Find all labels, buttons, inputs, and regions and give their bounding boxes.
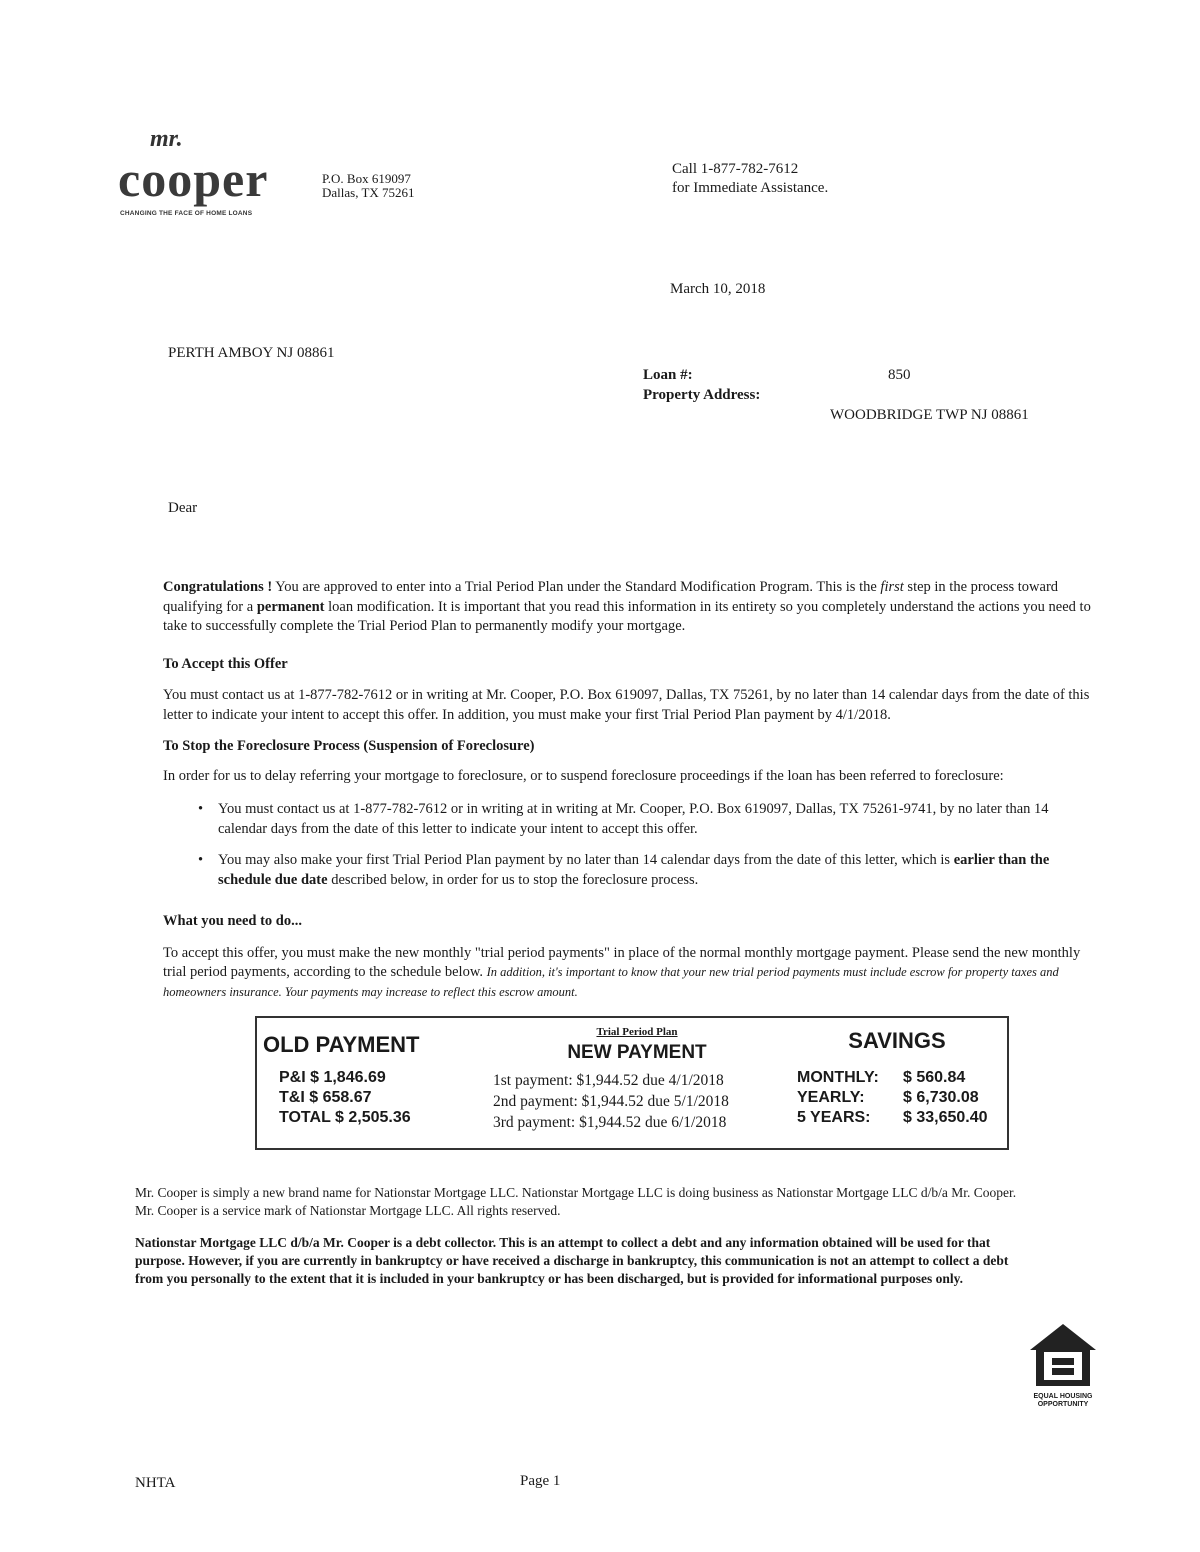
- savings-value: $ 560.84: [903, 1069, 966, 1086]
- loan-value: 850: [888, 367, 911, 383]
- brand-note: Mr. Cooper is simply a new brand name for Nationstar Mortgage LLC. Nationstar Mortgage LLC is doing business as Nationstar Mortgage LLC d/b/a Mr. Cooper. Mr. Cooper is a service mark of Nationstar Mortgage LLC. All rights reserved.: [135, 1185, 1017, 1218]
- stop-bullets: [198, 800, 1098, 890]
- new-payment-title: NEW PAYMENT: [567, 1042, 707, 1063]
- text: earlier than the schedule due date: [218, 852, 1050, 888]
- new-line: 3rd payment: $1,944.52 due 6/1/2018: [493, 1114, 727, 1131]
- text: loan modification. It is important that you read this information in its entirety so you completely understand the actions you need to take to successfully complete the Trial Period Plan to permanently modify your mortgage.: [163, 598, 1091, 634]
- new-payment-lines: [493, 1070, 729, 1133]
- payment-box: [255, 1016, 1009, 1150]
- savings-row: [797, 1088, 988, 1108]
- text: permanent: [256, 598, 325, 615]
- text: In addition, it's important to know that your new trial period payments must include escrow for property taxes and homeowners insurance. Your payments may increase to reflect this escrow amount.: [163, 965, 1059, 999]
- logo-cooper: cooper: [118, 151, 269, 207]
- loan-label: Loan #:: [643, 367, 693, 383]
- todo-paragraph: [163, 944, 1098, 1003]
- text: described below, in order for us to stop the foreclosure process.: [327, 871, 699, 888]
- savings-label: YEARLY:: [797, 1089, 865, 1106]
- address-line: P.O. Box 619097: [322, 171, 411, 186]
- call-line: Call 1-877-782-7612: [672, 161, 799, 177]
- savings-row: [797, 1108, 988, 1128]
- savings-title: SAVINGS: [848, 1028, 946, 1053]
- intro-paragraph: [163, 578, 1098, 637]
- stop-heading: To Stop the Foreclosure Process (Suspension of Foreclosure): [163, 738, 535, 754]
- footer-code: NHTA: [135, 1475, 176, 1491]
- text: step in the process toward qualifying for a: [163, 579, 1059, 615]
- savings-value: $ 33,650.40: [903, 1109, 988, 1126]
- disclaimer: Nationstar Mortgage LLC d/b/a Mr. Cooper is a debt collector. This is an attempt to collect a debt and any information obtained will be used for that purpose. However, if you are currently in bankruptcy or have received a discharge in bankruptcy, this communication is not an attempt to collect a debt from you personally to the extent that it is included in your bankruptcy or has been discharged, but is provided for informational purposes only.: [135, 1235, 1009, 1286]
- todo-heading: What you need to do...: [163, 913, 302, 929]
- return-address: [322, 172, 415, 200]
- text: You may also make your first Trial Period Plan payment by no later than 14 calendar days from the date of this letter, which is: [218, 852, 954, 868]
- old-payment-lines: [279, 1068, 411, 1128]
- page-number: Page 1: [520, 1473, 561, 1489]
- recipient-city: PERTH AMBOY NJ 08861: [168, 345, 335, 361]
- call-info: [672, 160, 828, 198]
- text: To accept this offer, you must make the new monthly "trial period payments" in place of the normal monthly mortgage payment. Please send the new monthly trial period payments, according to the schedule below.: [163, 944, 1081, 980]
- stop-paragraph: In order for us to delay referring your mortgage to foreclosure, or to suspend foreclosure proceedings if the loan has been referred to foreclosure:: [163, 767, 1004, 784]
- savings-label: MONTHLY:: [797, 1069, 879, 1086]
- logo-tagline: CHANGING THE FACE OF HOME LOANS: [120, 210, 253, 217]
- accept-paragraph: You must contact us at 1-877-782-7612 or in writing at Mr. Cooper, P.O. Box 619097, Dallas, TX 75261, by no later than 14 calendar days from the date of this letter to indicate your intent to accept this offer. In addition, you must make your first Trial Period Plan payment by 4/1/2018.: [163, 687, 1090, 723]
- salutation: Dear: [168, 500, 198, 516]
- equal-housing-icon: [1028, 1322, 1098, 1388]
- letter-body: [135, 578, 1098, 1288]
- text: You are approved to enter into a Trial Period Plan under the Standard Modification Program. This is the: [272, 579, 881, 595]
- eho-text: EQUAL HOUSING OPPORTUNITY: [1033, 1393, 1093, 1408]
- congrats: Congratulations !: [163, 579, 273, 595]
- accept-heading: To Accept this Offer: [163, 655, 288, 672]
- call-line: for Immediate Assistance.: [672, 180, 829, 196]
- savings-value: $ 6,730.08: [903, 1089, 979, 1106]
- new-line: 1st payment: $1,944.52 due 4/1/2018: [493, 1072, 724, 1089]
- old-line: P&I $ 1,846.69: [279, 1069, 386, 1086]
- savings-row: [797, 1068, 988, 1088]
- trial-label: Trial Period Plan: [596, 1026, 678, 1038]
- new-line: 2nd payment: $1,944.52 due 5/1/2018: [493, 1093, 729, 1110]
- property-value: WOODBRIDGE TWP NJ 08861: [830, 407, 1029, 423]
- old-line: TOTAL $ 2,505.36: [279, 1109, 411, 1126]
- property-label: Property Address:: [643, 387, 761, 403]
- bullet-item: [198, 851, 1098, 890]
- letter-date: March 10, 2018: [670, 281, 766, 297]
- savings-label: 5 YEARS:: [797, 1109, 871, 1126]
- equal-housing-logo: [1028, 1322, 1098, 1408]
- old-line: T&I $ 658.67: [279, 1089, 372, 1106]
- bullet-item: • You must contact us at 1-877-782-7612 or in writing at in writing at Mr. Cooper, P.O. Box 619097, Dallas, TX 75261-9741, by no later than 14 calendar days from the date of this letter to indicate your intent to accept this offer.: [198, 800, 1098, 839]
- savings-lines: [797, 1068, 988, 1128]
- text: first: [880, 579, 904, 595]
- address-line: Dallas, TX 75261: [322, 185, 415, 200]
- old-payment-title: OLD PAYMENT: [263, 1032, 420, 1057]
- logo-mr: mr.: [150, 126, 183, 152]
